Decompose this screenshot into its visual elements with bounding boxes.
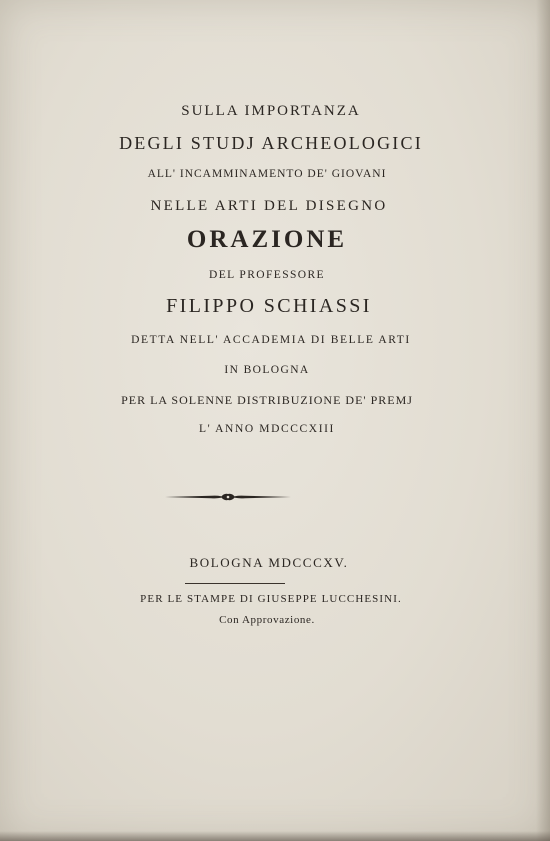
imprint-approval: Con Approvazione. xyxy=(219,614,315,626)
title-line-1: SULLA IMPORTANZA xyxy=(181,103,361,119)
title-line-3: ALL' INCAMMINAMENTO DE' GIOVANI xyxy=(147,168,387,180)
author-name: FILIPPO SCHIASSI xyxy=(166,295,372,317)
paper-edge-shadow xyxy=(536,0,550,841)
occasion-line: PER LA SOLENNE DISTRIBUZIONE DE' PREMJ xyxy=(121,393,413,407)
imprint-place-date: BOLOGNA MDCCCXV. xyxy=(189,555,349,570)
delivered-at-line: DETTA NELL' ACCADEMIA DI BELLE ARTI xyxy=(131,334,411,346)
paper-bottom-edge xyxy=(0,831,550,841)
title-line-2: DEGLI STUDJ ARCHEOLOGICI xyxy=(119,133,423,153)
year-line: L' ANNO MDCCCXIII xyxy=(199,423,335,435)
printers-rule-ornament-icon xyxy=(165,489,291,505)
professor-label: DEL PROFESSORE xyxy=(209,269,325,281)
title-line-4: NELLE ARTI DEL DISEGNO xyxy=(150,198,388,214)
city-line: IN BOLOGNA xyxy=(224,364,310,376)
oration-heading: ORAZIONE xyxy=(186,226,348,253)
imprint-divider xyxy=(185,583,285,584)
imprint-printer: PER LE STAMPE DI GIUSEPPE LUCCHESINI. xyxy=(140,593,402,605)
